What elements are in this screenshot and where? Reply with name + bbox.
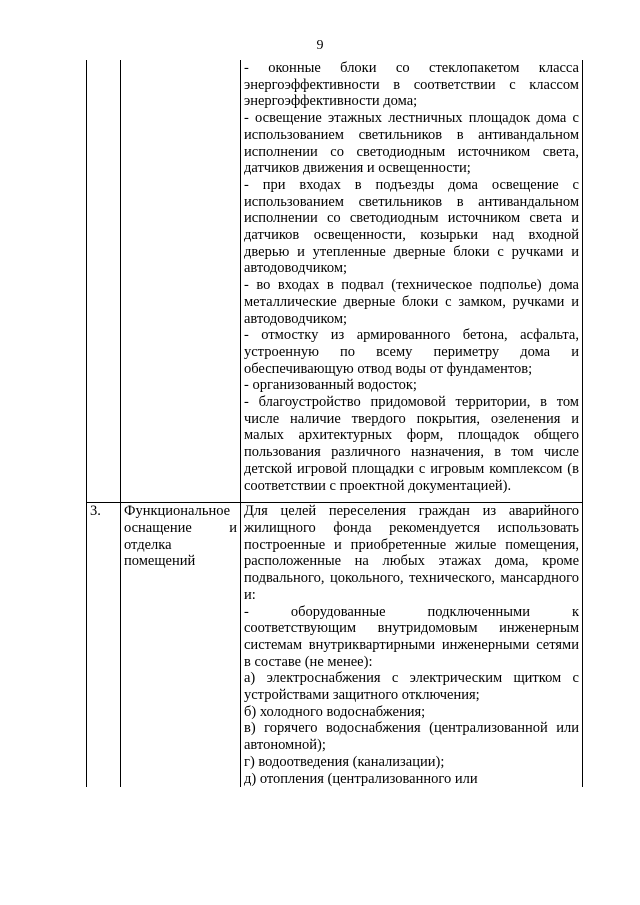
- list-item: - освещение этажных лестничных площадок дома с использованием светильников в антивандальном исполнении со светодиодным источником света, датчиков движения и освещенности;: [244, 110, 579, 177]
- equipped-text: - оборудованные подключенными к соответствующим внутридомовым инженерным системам внутриквартирными инженерными сетями в составе (не менее):: [244, 603, 579, 670]
- list-item: б) холодного водоснабжения;: [244, 703, 426, 720]
- row-number-cell-empty: [87, 60, 121, 503]
- list-item: - организованный водосток;: [244, 377, 417, 394]
- table-row-3: [87, 503, 583, 787]
- row-name: Функциональное оснащение и отделка помещений: [121, 503, 241, 787]
- requirements-table: [86, 60, 583, 787]
- list-item: г) водоотведения (канализации);: [244, 753, 445, 770]
- list-item: - отмостку из армированного бетона, асфальта, устроенную по всему периметру дома и обеспечивающую отвод воды от фундаментов;: [244, 327, 579, 377]
- row-content-cell: [241, 60, 583, 503]
- row-number: 3.: [87, 503, 121, 787]
- row-content-cell: [241, 503, 583, 787]
- list-item: а) электроснабжения с электрическим щитком с устройствами защитного отключения;: [244, 670, 579, 704]
- list-item: - благоустройство придомовой территории, в том числе наличие твердого покрытия, озеленения и малых архитектурных форм, площадок общего пользования различного назначения, в том числе детской игровой площадки с игровым комплексом (в соответствии с проектной документацией).: [244, 394, 579, 494]
- list-item: - оконные блоки со стеклопакетом класса энергоэффективности в соответствии с классом энергоэффективности дома;: [244, 60, 579, 110]
- intro-text: Для целей переселения граждан из аварийного жилищного фонда рекомендуется использовать построенные и приобретенные жилые помещения, расположенные на любых этажах дома, кроме подвального, цокольного, технического, мансардного и:: [244, 503, 579, 603]
- page-number: 9: [316, 38, 324, 53]
- table-row-continued: [87, 60, 583, 503]
- list-item: - при входах в подъезды дома освещение с использованием светильников в антивандальном исполнении со светодиодным источником света и датчиков освещенности, козырьки над входной дверью и утепленные дверные блоки с ручками и автодоводчиком;: [244, 176, 579, 277]
- list-item: д) отопления (централизованного или: [244, 770, 478, 787]
- list-item: в) горячего водоснабжения (централизованной или автономной);: [244, 720, 579, 754]
- row-name-cell-empty: [121, 60, 241, 503]
- list-item: - во входах в подвал (техническое подполье) дома металлические дверные блоки с замком, ручками и автодоводчиком;: [244, 277, 579, 327]
